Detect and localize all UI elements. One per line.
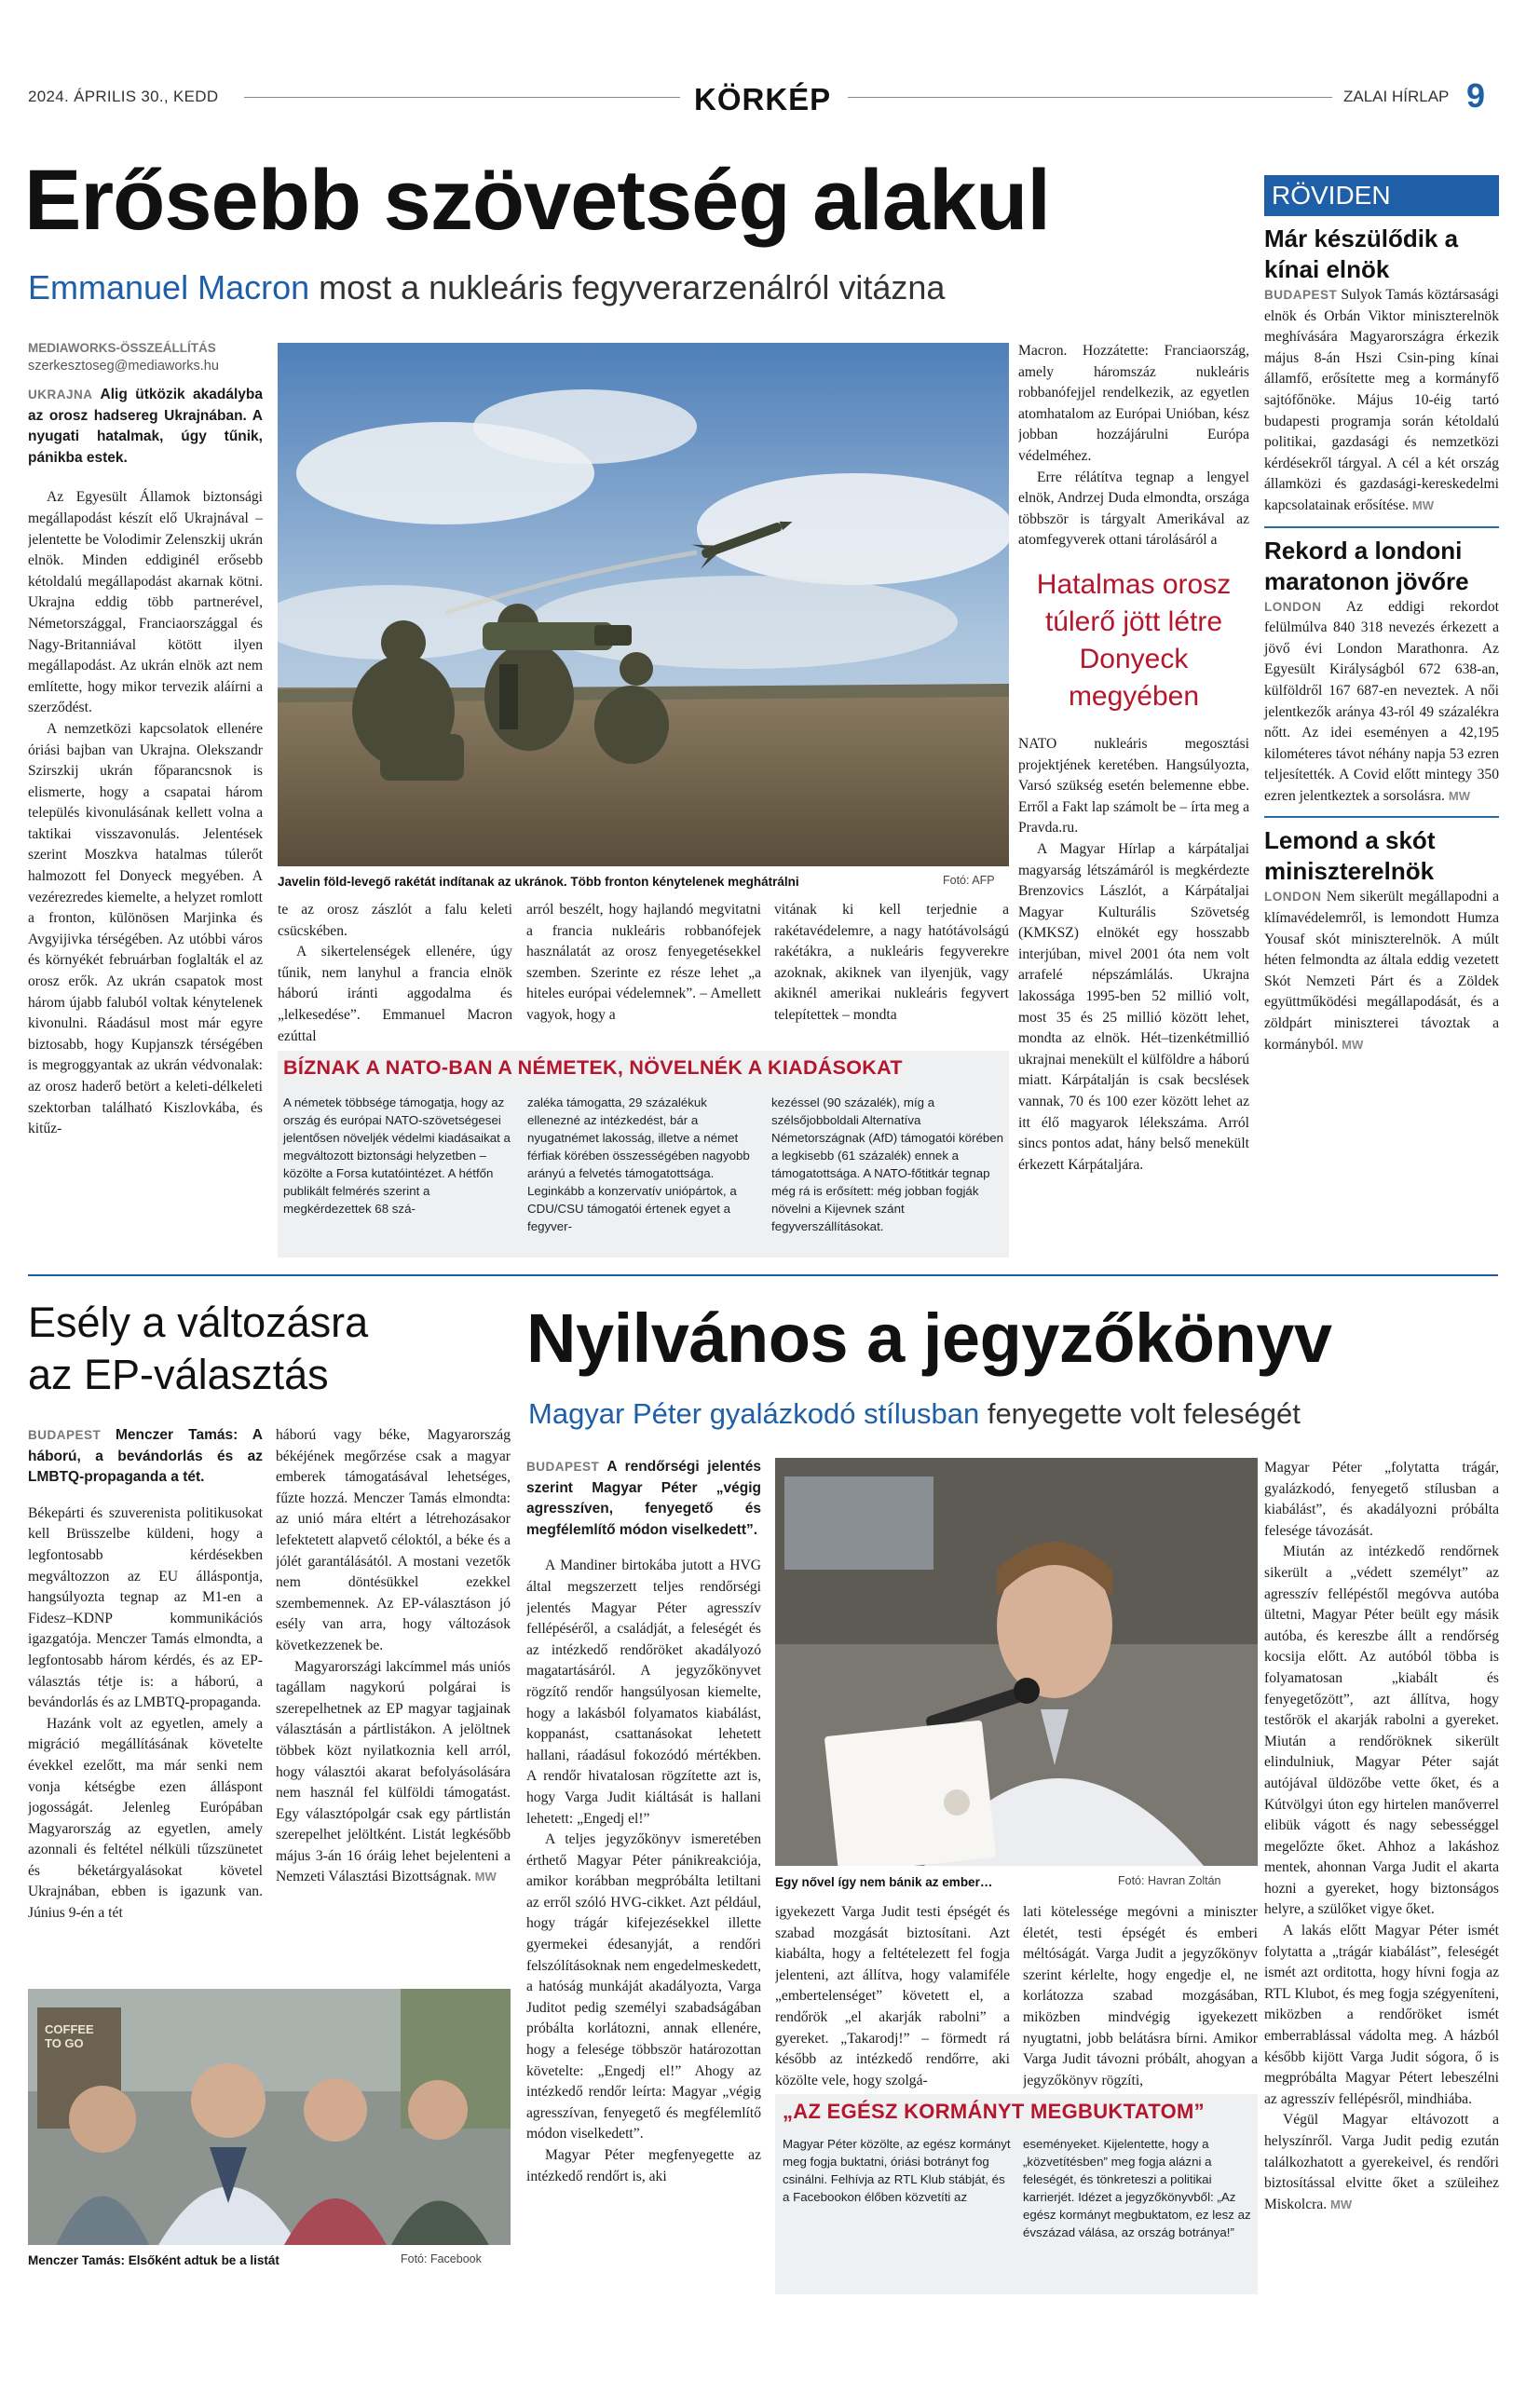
lead-text: Menczer Tamás: A háború, a bevándorlás és az LMBTQ-propaganda a tét. <box>28 1427 263 1486</box>
body-paragraph: Az Egyesült Államok biztonsági megállapodást készít elő Ukrajnával – jelentette be Volodimir Zelenszkij ukrán elnök. Minden eddiginél erősebb kétoldalú megállapodást akarnak kötni. Ukrajna eddig több partnerével, Németországgal, Franciaországgal és Nagy-Britanniával kötött ilyen megállapodást. Az ukrán elnök azt nem említette, hogy mikor tervezik aláírni a szerződést. <box>28 489 263 716</box>
page-header <box>0 0 1526 158</box>
body-text: Magyarországi lakcímmel más uniós tagállam nagykorú polgárai is szerepelhetnek az EP magyar tagjainak választásán a pártlistákon. A jelöltnek többek közt nyilatkoznia kell arról, hogy választói akarat befolyásolására nem használ fel külföldi támogatást. Egy választópolgár csak egy pártlistán szerepelhet jelöltként. Listát legkésőbb május 3-án 16 óráig lehet bejelenteni a Nemzeti Választási Bizottságnak. <box>276 1658 511 1885</box>
subheadline-highlight: Emmanuel Macron <box>28 268 310 306</box>
esely-headline: Esély a változásra az EP-választás <box>28 1299 369 1398</box>
body-paragraph: te az orosz zászlót a falu keleti csücskében. <box>278 902 512 939</box>
main-subheadline <box>28 268 945 307</box>
nyilvanos-signature: MW <box>1330 2197 1353 2211</box>
brief-signature: MW <box>1448 788 1470 803</box>
esely-lead <box>28 1425 263 1489</box>
body-paragraph: háború vagy béke, Magyarország békéjének megőrzése csak a magyar emberek támogatásával lehetséges, fűzte hozzá. Menczer Tamás elmondta: az unió mára eltért a létrehozásakor lefektetett alapvető céloktól, a béke és a jólét garantálásától. A mostani vezetők nem döntésükkel ezekkel szembemennek. Az EP-választáson jó esély van arra, hogy változások következzenek be. <box>276 1427 511 1653</box>
pull-quote: Hatalmas orosz túlerő jött létre Donyeck megyében <box>1036 568 1232 712</box>
brief-text: Sulyok Tamás köztársasági elnök és Orbán Viktor miniszterelnök meghívására Magyarországra érkezik május 8-án Hszi Csin-ping kínai államfő, erősítette meg a kormányfő sajtófőnöke. Május 10-éig tartó budapesti programja során kétoldalú politikai, gazdasági és nemzetközi kérdésekről tárgyal. A cél a két ország államközi és gazdasági-kereskedelmi kapcsolatainak erősítése. <box>1264 287 1499 513</box>
nyilvanos-column-4 <box>1264 1458 1499 2296</box>
main-lead <box>28 385 263 469</box>
author-byline: MEDIAWORKS-ÖSSZEÁLLÍTÁS <box>28 341 216 355</box>
kormany-box-title: „AZ EGÉSZ KORMÁNYT MEGBUKTATOM” <box>783 2100 1205 2123</box>
body-paragraph: vitának ki kell terjednie a rakétavédelemre, a nagy hatótávolságú rakétákra, a nukleáris fegyverekre azoknak, akiknek van ilyenjük, vagy akiknél amerikai nukleáris fegyvert telepítettek – mondta <box>774 902 1009 1023</box>
body-paragraph: lati kötelessége megóvni a miniszter életét, testi épségét és emberi méltóságát. Varga Judit a jegyzőkönyv szerint kérlelte, hogy engedje el, ne korlátozza szabad mozgásában, miközben mindvégig igyekezett nyugtatni, jobb belátásra bírni. Amikor Varga Judit távozni próbált, ahogyan a jegyzőkönyv rögzíti, <box>1023 1904 1258 2088</box>
body-paragraph: arról beszélt, hogy hajlandó megvitatni a francia nukleáris robbanófejek használatát az orosz fenyegetésekkel szemben. Szerinte ez része lehet „a hiteles európai védelemnek”. – Amellett vagyok, hogy a <box>526 902 761 1023</box>
author-email: szerkesztoseg@mediaworks.hu <box>28 359 219 374</box>
body-text: Végül Magyar eltávozott a helyszínről. Varga Judit pedig ezután találkozhatott a gyerekeivel, és rendőri biztosítással elvitte őket a szüleihez Miskolcra. <box>1264 2112 1499 2212</box>
magyar-peter-photo <box>775 1458 1258 1866</box>
nyilvanos-column-1 <box>526 1457 761 2295</box>
brief-body <box>1264 597 1499 808</box>
nato-infobox <box>278 1051 1009 1258</box>
body-paragraph: Miután az intézkedő rendőrnek sikerült a „védett személyt” az agresszív fellépéstől megóvva autóba ültetni, Magyar Péter beült egy másik autóba, és kereszbe állt a rendőrség kocsija előtt. Az autóból többa is folyamatosan „kiabált és fenyegetőzött”, azt állítva, hogy testőrök el akarják rabolni a gyereket. Miután a rendőröknek sikerült elindulniuk, Magyar Péter saját autójával üldözőbe vette őket, és a Kútvölgyi úton egy hirtelen manőverrel elibük vágott és nagy sebességgel megelőzte őket. Ahhoz a lakáshoz mentek, ahonnan Varga Judit el akarta hozni a gyereket, hogy biztonságos helyre, a szülőket vigye őket. <box>1264 1544 1499 1918</box>
main-photo-credit: Fotó: AFP <box>943 874 995 887</box>
body-paragraph <box>1264 2110 1499 2215</box>
body-paragraph: Hazánk volt az egyetlen, amely a migráció megállításának követelte évekkel ezelőtt, ma már senki nem vonja kétségbe ezen álláspont jogosságát. Jelenleg Európában Magyarország az egyetlen, amely azonnali és feltétel nélküli tűzszünetet és béketárgyalásokat követel Ukrajnában, ebben is igazunk van. Június 9-én a tét <box>28 1715 263 1922</box>
roviden-item <box>1264 825 1499 1055</box>
magyar-peter-photo-caption: Egy nővel így nem bánik az ember… <box>775 1875 993 1889</box>
nyilvanos-subheadline <box>528 1397 1301 1431</box>
roviden-sidebar <box>1264 175 1499 1270</box>
main-column-3 <box>526 900 761 1068</box>
main-column-4 <box>774 900 1009 1068</box>
header-rule-left <box>244 97 680 98</box>
coffee-sign: COFFEE TO GO <box>45 2022 94 2050</box>
esely-column-1 <box>28 1425 263 1984</box>
nyilvanos-headline: Nyilvános a jegyzőkönyv <box>526 1299 1332 1377</box>
header-rule-right <box>848 97 1332 98</box>
brief-place: LONDON <box>1264 890 1322 905</box>
body-paragraph <box>276 1657 511 1889</box>
body-paragraph: Erre rélátítva tegnap a lengyel elnök, Andrzej Duda elmondta, országa többször is tárgyalt Amerikával az atomfegyverek ottani tárolásáról a <box>1018 469 1249 549</box>
body-paragraph: Békepárti és szuverenista politikusokat kell Brüsszelbe küldeni, hogy a legfontosabb kérdésekben megváltozzon az EU álláspontja, hangsúlyozta tegnap az M1-en a Fidesz–KDNP kommunikációs igazgatója. Menczer Tamás elmondta, a legfontosabb három kérdés, és az EP-választás tétje is: a háború, a bevándorlás és az LMBTQ-propaganda. <box>28 1504 263 1711</box>
section-name: KÖRKÉP <box>694 82 832 116</box>
brief-title: Rekord a londoni maratonon jövőre <box>1264 536 1469 595</box>
dateline-place: BUDAPEST <box>526 1460 600 1474</box>
page-number: 9 <box>1466 76 1486 115</box>
brief-place: BUDAPEST <box>1264 288 1338 302</box>
brief-text: Nem sikerült megállapodni a klímavédelemről, is lemondott Humza Yousaf skót miniszterelnök. A múlt héten felmondta az általa eddig vezetett Skót Nemzeti Párt és a Zöldek együttműködési megállapodását, és a zöldpárt miniszterei távoztak a kormányból. <box>1264 889 1499 1053</box>
nyilvanos-column-3 <box>1023 1902 1258 2088</box>
subheadline-rest: most a nukleáris fegyverarzenálról vitázna <box>309 268 946 306</box>
main-headline: Erősebb szövetség alakul <box>24 153 1050 248</box>
kormany-box-col-2: eseményeket. Kijelentette, hogy a „közvetítésben” meg fogja alázni a feleségét, és tönkreteszi a politikai karrierjét. Idézet a jegyzőkönyvből: „Az egész kormányt megbuktatom, ez lesz az évszázad válása, az ország botránya!” <box>1023 2137 1251 2239</box>
issue-date: 2024. ÁPRILIS 30., KEDD <box>28 88 219 105</box>
main-column-2 <box>278 900 512 1068</box>
body-paragraph: A Magyar Hírlap a kárpátaljai magyarság létszámáról is megkérdezte Brenzovics Lászlót, a Kárpátaljai Magyar Kulturális Szövetség (KMKSZ) elnökét egy hosszabb interjúban, mivel 2001 óta nem volt arrafelé népszámlálás. Ukrajna lakossága 1995-ben 52 millió volt, most 35 és 25 millió között lehet, mondta az elnök. Hét–tizenkétmillió ukrajnai menekült el külföldre a háború miatt. Kárpátalján is csak becslések vannak, 70 és 100 ezer között lehet az itt élő magyarok lélekszáma. Arról sincs pontos adat, hány belső menekült érkezett Kárpátaljára. <box>1018 840 1249 1173</box>
nato-box-col-2: zaléka támogatta, 29 százalékuk ellenezné az intézkedést, bár a nyugatnémet lakosság, illetve a német férfiak körében összességében nagyobb arányú a felvetés támogatottsága. Leginkább a konzervatív uniópártok, a CDU/CSU támogatói értenek egyet a fegyver- <box>527 1095 750 1233</box>
brief-divider <box>1264 816 1499 818</box>
body-paragraph: Magyar Péter megfenyegette az intézkedő rendőrt is, aki <box>526 2147 761 2184</box>
body-paragraph: A teljes jegyzőkönyv ismeretében érthető Magyar Péter pánikreakciója, amikor korábban megpróbálta letiltani az erről szóló HVG-cikket. Azt például, hogy trágár kifejezésekkel illette gyermekei édesanyját, a rendőri felszólításoknak nem engedelmeskedett, a hatóság munkáját akadályozta, Varga Juditot pedig személyi szabadságában próbálta korlátozni, annak ellenére, hogy a felesége többször határozottan követelte: „Engedj el!” Ahogy az intézkedő rendőr leírta: Magyar „végig agresszívan, fenyegető és megfélemlítő módon viselkedett”. <box>526 1831 761 2143</box>
javelin-launch-photo <box>278 343 1009 866</box>
body-paragraph: Macron. Hozzátette: Franciaország, amely háromszáz nukleáris robbanófejjel rendelkezik, az egyetlen atomhatalom az Európai Unióban, kész jobban hozzájárulni Európa védelméhez. <box>1018 343 1249 464</box>
brief-signature: MW <box>1411 497 1435 512</box>
brief-text: Az eddigi rekordot felülmúlva 840 318 nevezés érkezett a jövő évi London Marathonra. Az Egyesült Királyságból 672 638-an, külföldről 167 687-en neveztek. A női jelentkezők aránya 43-ról 49 százalékra nőtt. Az idei eseményen a 42,195 kilométeres távot néhány napja 53 ezren teljesítették. A Covid előtt mintegy 350 ezren jelentkeztek a sorsolásra. <box>1264 598 1499 804</box>
nyilvanos-lead <box>526 1457 761 1541</box>
lead-text: Alig ütközik akadályba az orosz hadsereg Ukrajnában. A nyugati hatalmak, úgy tűnik, pánikba estek. <box>28 387 263 466</box>
javelin-photo-image <box>278 343 1009 866</box>
body-paragraph: A nemzetközi kapcsolatok ellenére óriási bajban van Ukrajna. Olekszandr Szirszkij ukrán főparancsnok is elismerte, hogy a csapatai három település kivonulásának kellett volna a taktikai visszavonulás. Jelentések szerint Moszkva hatalmas túlerőt halmozott fel Donyeck megyében. A vezérezredes kiemelte, a helyzet romlott a fronton, különösen Marjinka és Avgyijivka térségében. Az utóbbi város és környékét februárban foglalták el az orosz erők. Az ukrán csapatok most három újabb faluból voltak kénytelenek kivonulni. Ráadásul most már egyre biztosabb, hogy Kupjanszk térségében is megroggyantak az ukrán védvonalak: az orosz haderő betört a keleti-délkeleti szektorban található Kiszlovkába, és kitűz- <box>28 720 263 1137</box>
body-paragraph: igyekezett Varga Judit testi épségét és szabad mozgását biztosítani. Azt kiabálta, hogy a feltételezett fel fogja jelenteni, azt állítva, hogy valamiféle „embertelenséget” követett el, a rendőrök „el akarják rabolni” a gyereket. „Takarodj!” – förmedt rá később az intézkedő rendőrre, aki közölte vele, hogy szolgá- <box>775 1904 1010 2088</box>
esely-column-2 <box>276 1425 511 1984</box>
nato-box-title: BÍZNAK A NATO-BAN A NÉMETEK, NÖVELNÉK A KIADÁSOKAT <box>283 1056 903 1079</box>
section-divider <box>28 1274 1498 1276</box>
brief-body <box>1264 285 1499 517</box>
subheadline-highlight: Magyar Péter gyalázkodó stílusban <box>528 1397 980 1430</box>
brief-divider <box>1264 526 1499 528</box>
roviden-item <box>1264 536 1499 808</box>
nato-box-col-3: kezéssel (90 százalék), míg a szélsőjobboldali Alternatíva Németországnak (AfD) támogatói körében a legkisebb (61 százalék) ennek a támogatottsága. A NATO-főtitkár tegnap még rá is erősített: még jobban fogják növelni a Kijevnek szánt fegyverszállításokat. <box>771 1095 1004 1233</box>
dateline-place: UKRAJNA <box>28 388 93 401</box>
body-paragraph: A sikertelenségek ellenére, úgy tűnik, nem lanyhul a francia elnök háború iránti aggodalma és „lelkesedése”. Emmanuel Macron ezúttal <box>278 944 512 1044</box>
menczer-photo-caption: Menczer Tamás: Elsőként adtuk be a listát <box>28 2253 279 2267</box>
body-paragraph: A lakás előtt Magyar Péter ismét folytatta a „trágár kiabálást”, feleségét ismét azt orditotta, hogy hívni fogja az RTL Klubot, és meg fogja szégyeníteni, miközben a rendőröket ismét emberrablással vádolta meg. A házból később kijött Varga Judit sógora, ő is megpróbálta Magyar Pétert lebeszélni az agresszív fellépésről, mindhiába. <box>1264 1923 1499 2107</box>
menczer-photo <box>28 1989 511 2245</box>
magyar-peter-photo-credit: Fotó: Havran Zoltán <box>1118 1874 1221 1887</box>
brief-title: Már készülődik a kínai elnök <box>1264 224 1459 283</box>
menczer-photo-credit: Fotó: Facebook <box>401 2252 482 2265</box>
brief-signature: MW <box>1342 1037 1364 1052</box>
brief-title: Lemond a skót miniszterelnök <box>1264 826 1436 886</box>
magyar-peter-photo-image <box>775 1458 1258 1866</box>
main-column-5 <box>1018 341 1249 1258</box>
lead-text: A rendőrségi jelentés szerint Magyar Péter „végig agresszíven, fenyegető és megfélemlítő módon viselkedett”. <box>526 1459 761 1538</box>
roviden-item <box>1264 224 1499 517</box>
roviden-header: RÖVIDEN <box>1264 175 1499 216</box>
paper-name: ZALAI HÍRLAP <box>1343 88 1450 105</box>
kormany-box-col-1: Magyar Péter közölte, az egész kormányt meg fogja buktatni, óriási botrányt fog csinálni. Felhívja az RTL Klub stábját, és a Facebookon élőben közvetíti az <box>783 2137 1011 2204</box>
esely-signature: MW <box>474 1870 497 1884</box>
dateline-place: BUDAPEST <box>28 1428 102 1442</box>
main-column-1 <box>28 340 263 1258</box>
body-paragraph: NATO nukleáris megosztási projektjének keretében. Hangsúlyozta, Varsó szükség esetén belemenne ebbe. Erről a Fakt lap számolt be – írta meg a Pravda.ru. <box>1018 735 1249 837</box>
kormany-infobox <box>775 2094 1258 2294</box>
body-paragraph: A Mandiner birtokába jutott a HVG által megszerzett teljes rendőrségi jelentés Magyar Péter agresszív fellépéséről, a családját, a feleségét és az intézkedő rendőröket akadályozó magatartásáról. A jegyzőkönyvet rögzítő rendőr hangsúlyosan kiemelte, hogy a lakásból folyamatos kiabálást, koppanást, csattanásokat lehetett hallani, ráadásul fokozódó mértékben. A rendőr hivatalosan rögzítette azt is, hogy Varga Judit kiáltását is hallani lehetett: „Engedj el!” <box>526 1558 761 1827</box>
nato-box-col-1: A németek többsége támogatja, hogy az ország és európai NATO-szövetségesei jelentősen növeljék védelmi kiadásaikat a megváltozott biztonsági helyzetben – közölte a Forsa kutatóintézet. A hétfőn publikált felmérés szerint a megkérdezettek 68 szá- <box>283 1095 511 1216</box>
brief-body <box>1264 887 1499 1055</box>
brief-place: LONDON <box>1264 599 1322 614</box>
nyilvanos-column-2 <box>775 1902 1010 2088</box>
main-photo-caption: Javelin föld-levegő rakétát indítanak az ukránok. Több fronton kénytelenek meghátrálni <box>278 875 799 889</box>
subheadline-rest: fenyegette volt feleségét <box>979 1397 1301 1430</box>
body-paragraph: Magyar Péter „folytatta trágár, gyalázkodó, fenyegető stílusban a kiabálást”, és akadályozni próbálta felesége távozását. <box>1264 1460 1499 1539</box>
